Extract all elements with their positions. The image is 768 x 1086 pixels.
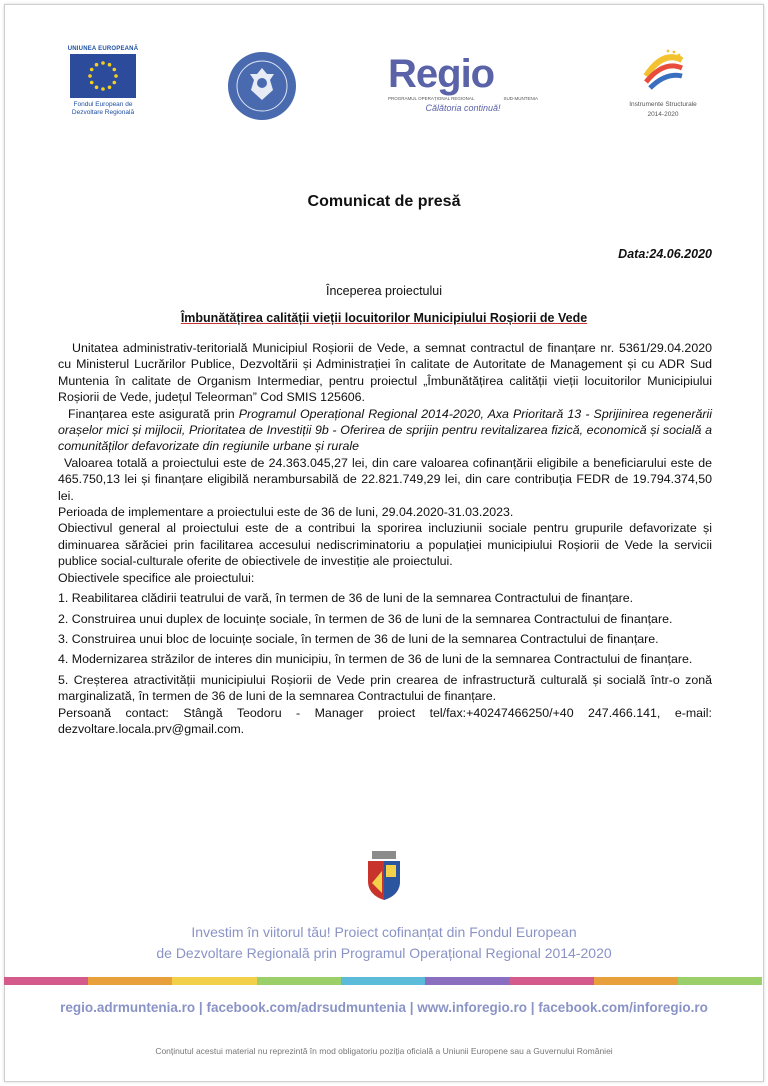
subtitle: Începerea proiectului <box>325 284 443 298</box>
regio-wordmark: Regio <box>388 52 495 96</box>
paragraph-contract: Unitatea administrativ-teritorială Municipiul Roșiorii de Vede, a semnat contractul de finanțare nr. 5361/29.04.2020 cu Ministerul Lucrărilor Publice, Dezvoltării și Administrației în calitate de Autoritate de Management și cu ADR Sud Muntenia în calitate de Organism Intermediar, pentru proiectul „Îmbunătățirea calității vieții locuitorilor Municipiului Roșiorii de Vede, județul Teleorman” Cod SMIS 125606. <box>58 341 712 405</box>
eu-caption: UNIUNEA EUROPEANĂ <box>67 46 139 52</box>
regio-region: SUD-MUNTENIA <box>503 96 538 101</box>
paragraph-objective: Obiectivul general al proiectului este de a contribui la sporirea incluziunii sociale pentru grupurile defavorizate și diminuarea sărăciei prin facilitarea accesului nediscriminatoriu a populației municipiului Roșiorii de Vede la servicii publice social-culturale oferite de obiectivele de investiție ale proiectului. <box>58 521 712 569</box>
objective-item: 5. Creșterea atractivității municipiului Roșiorii de Vede prin crearea de infrastructură culturală și socială într-o zonă marginalizată, în termen de 36 de luni de la semnarea Contractului de finanțare. <box>58 672 712 704</box>
structural-instruments-logo <box>620 46 706 119</box>
objectives-heading: Obiectivele specifice ale proiectului: <box>58 570 255 585</box>
municipality-crest-icon <box>364 851 404 906</box>
objective-item: 2. Construirea unui duplex de locuințe sociale, în termen de 36 de luni de la semnarea Contractului de finanțare. <box>58 611 673 626</box>
paragraph-period: Perioada de implementare a proiectului este de 36 de luni, 29.04.2020-31.03.2023. <box>58 505 514 520</box>
footer-disclaimer: Conținutul acestui material nu reprezintă în mod obligatoriu poziția oficială a Uniunii Europene sau a Guvernului României <box>155 1046 613 1056</box>
financing-lead: Finanțarea este asigurată prin <box>68 406 235 421</box>
is-line1: Instrumente Structurale <box>629 101 697 108</box>
press-date: Data:24.06.2020 <box>618 247 712 261</box>
contact-info: Persoană contact: Stângă Teodoru - Manager proiect tel/fax:+40247466250/+40 247.466.141, e-mail: dezvoltare.locala.prv@gmail.com. <box>58 705 712 736</box>
government-seal-icon <box>226 50 298 127</box>
footer-links[interactable]: regio.adrmuntenia.ro | facebook.com/adrsudmuntenia | www.inforegio.ro | facebook.com/inforegio.ro <box>60 1000 708 1015</box>
press-body <box>58 340 712 737</box>
regio-logo <box>388 54 538 113</box>
page-title: Comunicat de presă <box>307 193 461 210</box>
footer-line2: de Dezvoltare Regională prin Programul Operațional Regional 2014-2020 <box>156 945 612 961</box>
eu-fund-line1: Fondul European de <box>73 101 133 108</box>
project-name: Îmbunătățirea calității vieții locuitorilor Municipiului Roșiorii de Vede <box>180 311 588 325</box>
structural-instruments-icon <box>638 46 688 94</box>
eu-flag-icon <box>70 54 136 98</box>
footer-cofinance <box>0 922 768 964</box>
financing-program: Programul Operațional Regional 2014-2020, Axa Prioritară 13 - Sprijinirea regenerării orașelor mici și mijlocii, Prioritatea de Investiții 9b - Oferirea de sprijin pentru revitalizarea fizică, economică și socială a comunităților defavorizate din regiunile urbane și rurale <box>58 406 712 454</box>
is-line2: 2014-2020 <box>647 111 679 118</box>
paragraph-value: Valoarea totală a proiectului este de 24.363.045,27 lei, din care valoarea cofinanțării eligibile a beneficiarului este de 465.750,13 lei și finanțare eligibilă nerambursabilă de 22.821.749,29 lei, din care contribuția FEDR de 19.794.374,50 lei. <box>58 455 712 503</box>
objective-item: 3. Construirea unui bloc de locuințe sociale, în termen de 36 de luni de la semnarea Contractului de finanțare. <box>58 631 659 646</box>
objective-item: 1. Reabilitarea clădirii teatrului de vară, în termen de 36 de luni de la semnarea Contractului de finanțare. <box>58 591 634 606</box>
color-stripe <box>4 977 762 985</box>
eu-logo <box>62 46 144 117</box>
regio-tagline: Călătoria continuă! <box>425 103 501 113</box>
eu-fund-line2: Dezvoltare Regională <box>71 109 135 116</box>
regio-program: PROGRAMUL OPERAȚIONAL REGIONAL <box>388 96 475 101</box>
footer-line1: Investim în viitorul tău! Proiect cofinanțat din Fondul European <box>191 924 577 940</box>
paragraph-financing <box>58 406 712 455</box>
objective-item: 4. Modernizarea străzilor de interes din municipiu, în termen de 36 de luni de la semnarea Contractului de finanțare. <box>58 652 693 667</box>
